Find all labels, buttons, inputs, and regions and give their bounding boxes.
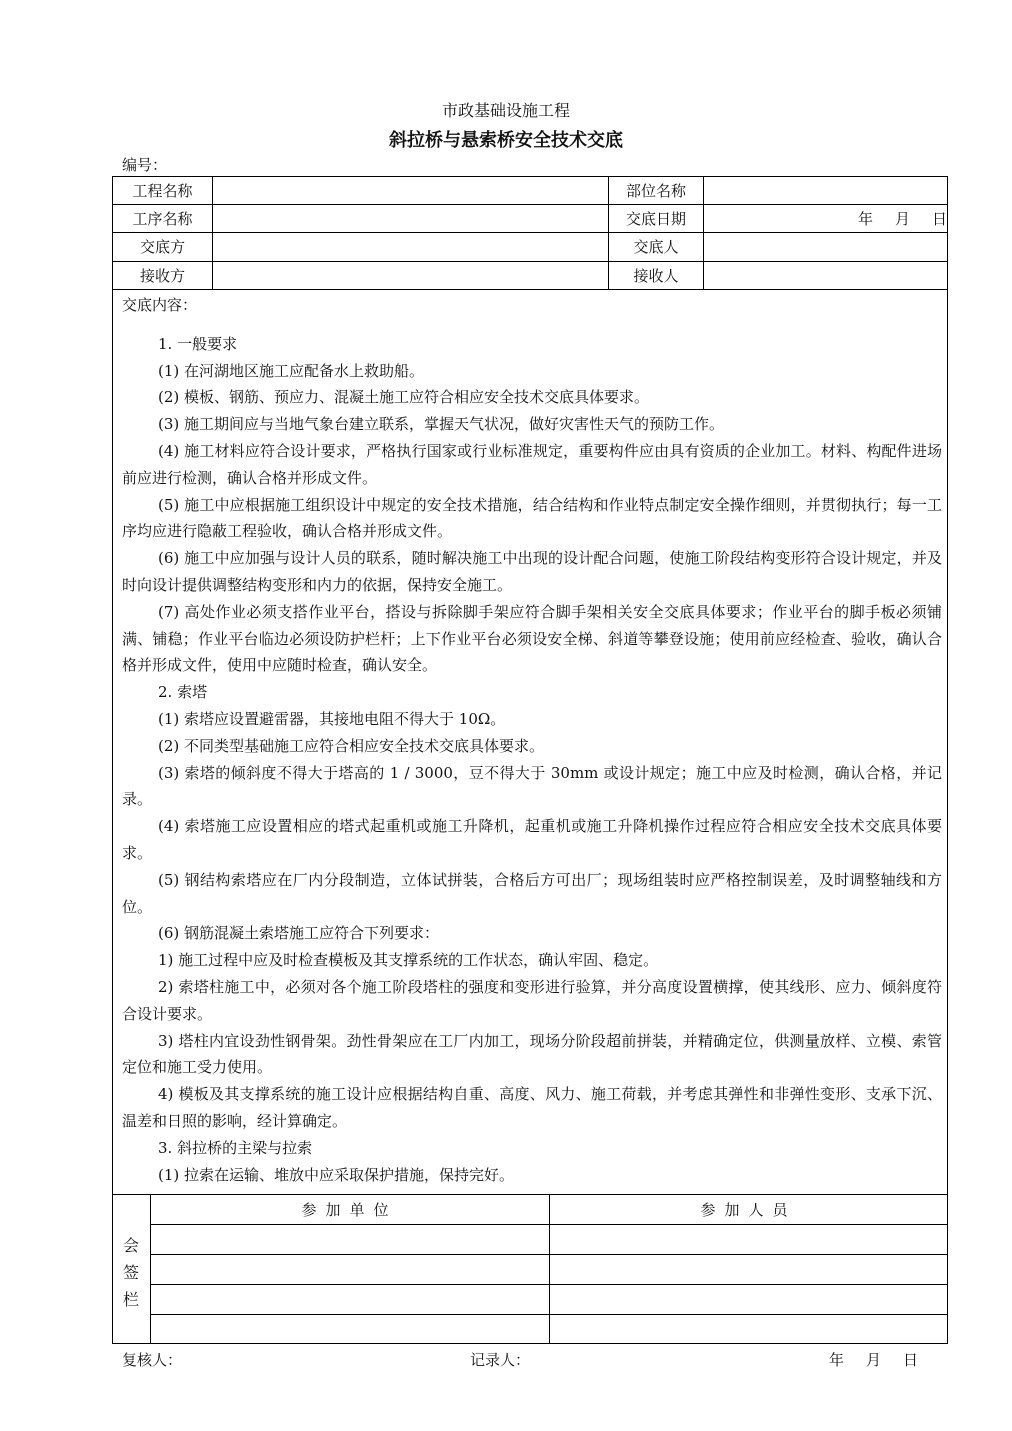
signoff-label-text	[113, 1232, 149, 1313]
content-paragraph: (1) 拉索在运输、堆放中应采取保护措施，保持完好。	[158, 1165, 515, 1184]
content-paragraphs	[122, 331, 942, 1189]
content-paragraph: (2) 模板、钢筋、预应力、混凝土施工应符合相应安全技术交底具体要求。	[158, 388, 650, 407]
signoff-rule	[150, 1284, 948, 1285]
unit-header: 参加单位	[301, 1201, 398, 1219]
content-paragraph: (6) 钢筋混凝土索塔施工应符合下列要求：	[158, 924, 440, 943]
receiver-label: 接收方	[139, 267, 185, 285]
content-paragraph: (1) 索塔应设置避雷器，其接地电阻不得大于 10Ω。	[158, 709, 506, 728]
recorder-label: 记录人：	[470, 1351, 531, 1369]
content-paragraph: 2. 索塔	[158, 683, 208, 702]
signoff-rule	[150, 1314, 948, 1315]
content-paragraph: (5) 钢结构索塔应在厂内分段制造，立体试拼装，合格后方可出厂；现场组装时应严格控制误差，及时调整轴线和方位。	[122, 870, 942, 916]
table-rule	[112, 261, 948, 262]
content-paragraph: (7) 高处作业必须支搭作业平台，搭设与拆除脚手架应符合脚手架相关安全交底具体要求；作业平台的脚手板必须铺满、铺稳；作业平台临边必须设防护栏杆；上下作业平台必须设安全梯、斜道等攀登设施；使用前应经检查、验收，确认合格并形成文件，使用中应随时检查，确认安全。	[122, 602, 942, 675]
receiver-person-label: 接收人	[633, 267, 679, 285]
signoff-label-char: 会	[122, 1236, 139, 1255]
disclosure-content	[122, 292, 942, 1188]
project-name-label: 工程名称	[132, 182, 193, 200]
date-year: 年	[858, 210, 874, 228]
signoff-rule	[150, 1254, 948, 1255]
person-header: 参加人员	[700, 1201, 797, 1219]
content-paragraph: 1. 一般要求	[158, 334, 238, 353]
content-paragraph: (2) 不同类型基础施工应符合相应安全技术交底具体要求。	[158, 736, 545, 755]
table-rule	[112, 289, 948, 290]
date-label: 交底日期	[625, 210, 686, 228]
content-paragraph: 3) 塔柱内宜设劲性钢骨架。劲性骨架应在工厂内加工，现场分阶段超前拼装，并精确定位，供测量放样、立模、索管定位和施工受力使用。	[122, 1031, 942, 1077]
signoff-rule	[112, 1194, 948, 1195]
signoff-rule	[150, 1224, 948, 1225]
content-paragraph: 3. 斜拉桥的主梁与拉索	[158, 1138, 313, 1157]
content-label: 交底内容：	[122, 296, 198, 314]
signoff-label	[113, 1232, 149, 1313]
content-paragraph: 2) 索塔柱施工中，必须对各个施工阶段塔柱的强度和变形进行验算，并分高度设置横撑，使其线形、应力、倾斜度符合设计要求。	[122, 977, 942, 1023]
process-name-label: 工序名称	[132, 210, 193, 228]
content-paragraph: 4) 模板及其支撑系统的施工设计应根据结构自重、高度、风力、施工荷载，并考虑其弹性和非弹性变形、支承下沉、温差和日照的影响，经计算确定。	[122, 1085, 942, 1130]
document-title: 斜拉桥与悬索桥安全技术交底	[389, 130, 623, 151]
content-paragraph: (6) 施工中应加强与设计人员的联系，随时解决施工中出现的设计配合问题，使施工阶段结构变形符合设计规定，并及时向设计提供调整结构变形和内力的依据，保持安全施工。	[122, 549, 942, 594]
table-rule	[703, 176, 704, 289]
footer-date	[829, 1349, 918, 1370]
signoff-label-char: 签	[122, 1263, 139, 1282]
serial-number-label: 编号：	[122, 156, 168, 174]
content-paragraph: (3) 施工期间应与当地气象台建立联系，掌握天气状况，做好灾害性天气的预防工作。	[158, 415, 725, 434]
content-paragraph: (5) 施工中应根据施工组织设计中规定的安全技术措施，结合结构和作业特点制定安全操作细则，并贯彻执行；每一工序均应进行隐蔽工程验收，确认合格并形成文件。	[122, 495, 942, 541]
date-month: 月	[895, 210, 911, 228]
content-paragraph: (4) 施工材料应符合设计要求，严格执行国家或行业标准规定，重要构件应由具有资质的企业加工。材料、构配件进场前应进行检测，确认合格并形成文件。	[122, 441, 942, 487]
footer-year: 年	[829, 1351, 845, 1369]
content-paragraph: (1) 在河湖地区施工应配备水上救助船。	[158, 361, 425, 380]
footer-month: 月	[866, 1351, 882, 1369]
content-paragraph: (4) 索塔施工应设置相应的塔式起重机或施工升降机，起重机或施工升降机操作过程应符合相应安全技术交底具体要求。	[122, 817, 942, 862]
footer-day: 日	[903, 1351, 919, 1369]
issuer-person-label: 交底人	[633, 238, 679, 256]
table-rule	[112, 204, 948, 205]
issuer-label: 交底方	[139, 238, 185, 256]
document-subtitle: 市政基础设施工程	[441, 101, 570, 120]
table-rule	[112, 232, 948, 233]
reviewer-label: 复核人：	[122, 1351, 183, 1369]
signoff-label-char: 栏	[122, 1290, 139, 1309]
content-paragraph: 1) 施工过程中应及时检查模板及其支撑系统的工作状态，确认牢固、稳定。	[158, 951, 659, 970]
table-rule	[212, 176, 213, 289]
content-paragraph: (3) 索塔的倾斜度不得大于塔高的 1 / 3000，豆不得大于 30mm 或设计规定；施工中应及时检测，确认合格，并记录。	[122, 763, 942, 809]
part-name-label: 部位名称	[625, 182, 686, 200]
date-day: 日	[932, 210, 948, 228]
date-value	[858, 208, 947, 229]
